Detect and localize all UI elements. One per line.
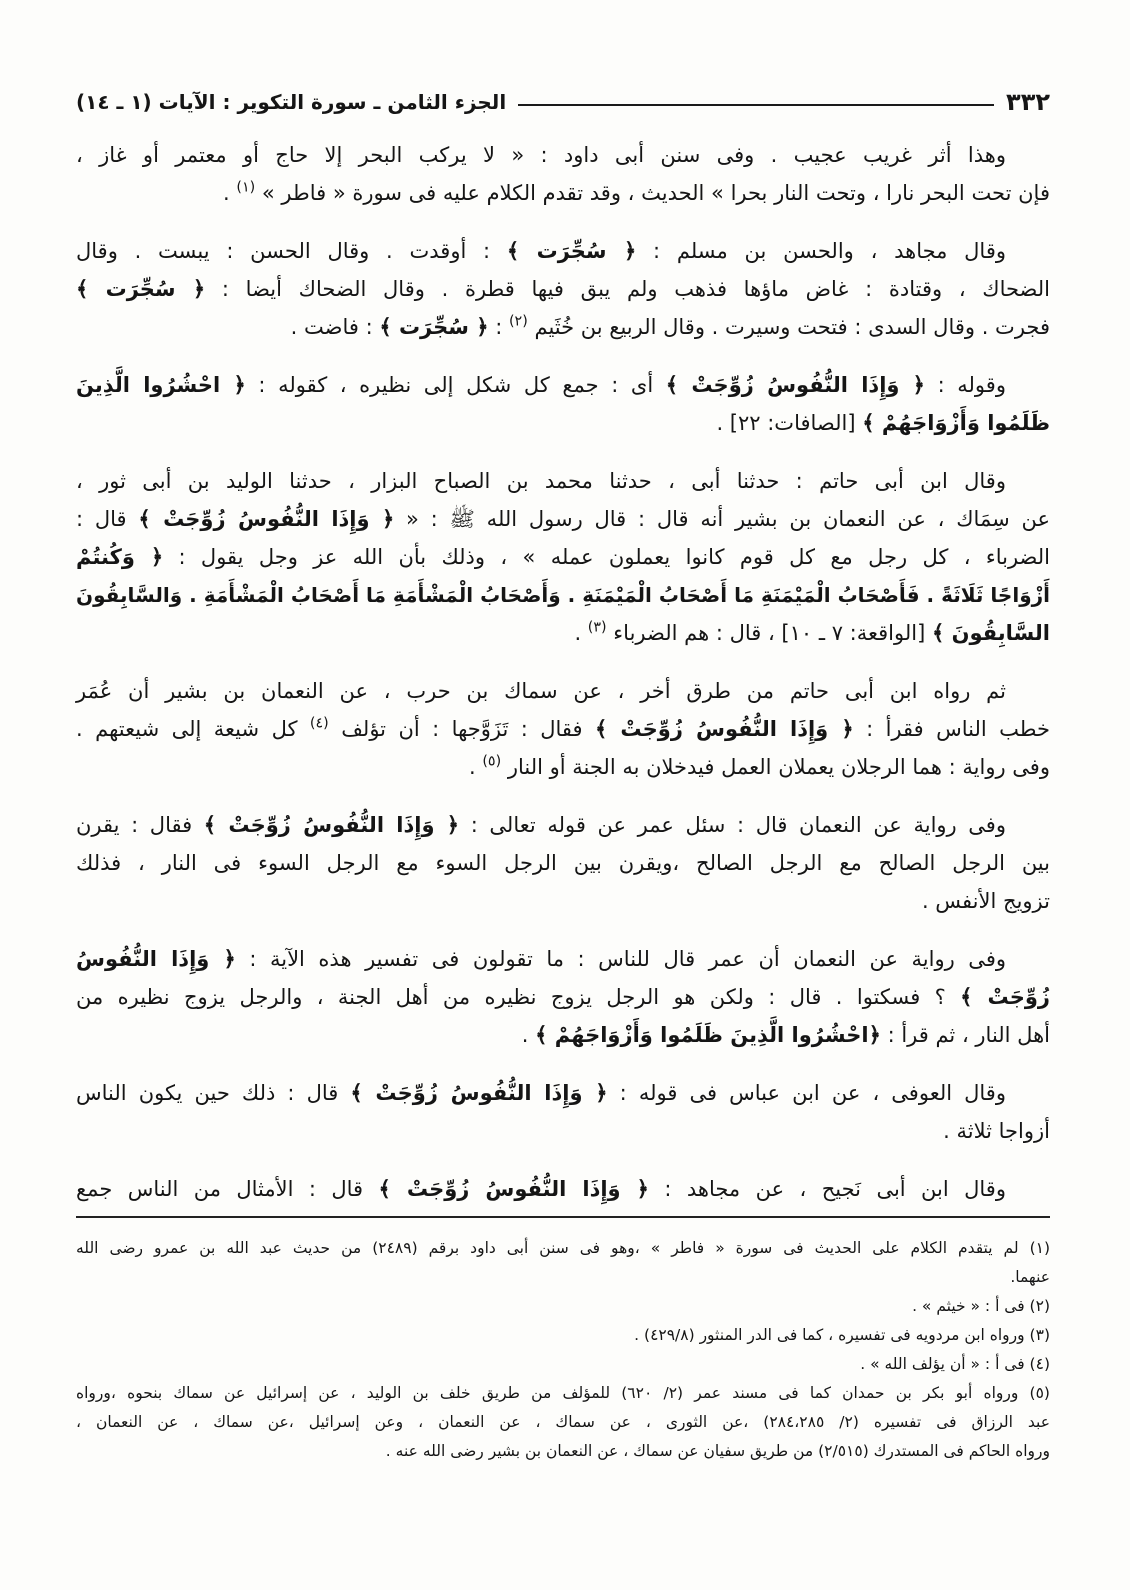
text-run: .: [521, 1023, 536, 1047]
footnote-line: عبد الرزاق فى تفسيره (٢/ ٢٨٤،٢٨٥) ،عن الثورى ، عن سماك ، عن النعمان ، وعن إسرائيل ،عن سماك ، عن النعمان ،: [76, 1413, 1050, 1431]
footnote-reference: (٤): [309, 715, 329, 732]
footnote-reference: (٢): [508, 313, 528, 330]
text-run: [الواقعة: ٧ ـ ١٠] ، قال : هم الضرباء: [606, 621, 932, 645]
text-run: الضرباء ، كل رجل مع كل قوم كانوا يعملون عمله » ، وذلك بأن الله عز وجل يقول :: [163, 545, 1050, 569]
text-line: [76, 1170, 1050, 1208]
paragraph: [76, 672, 1050, 786]
text-line: [76, 462, 1050, 500]
paragraph: [76, 366, 1050, 442]
text-run: ؟ فسكتوا . قال : ولكن هو الرجل يزوج نظيره من أهل الجنة ، والرجل يزوج نظيره من: [76, 985, 961, 1009]
footnote-line: (٢) فى أ : « خيثم » .: [912, 1297, 1050, 1315]
text-run: .: [223, 181, 237, 205]
text-run: وقال مجاهد ، والحسن بن مسلم :: [636, 239, 1007, 263]
quran-verse: ﴿ وَإِذَا النُّفُوسُ زُوِّجَتْ ﴾: [378, 1177, 649, 1201]
footnote-reference: (١): [236, 179, 256, 196]
text-line: [76, 1112, 1050, 1150]
text-line: [76, 844, 1050, 882]
quran-verse: ﴿ وَإِذَا النُّفُوسُ: [76, 947, 236, 971]
text-run: [الصافات: ٢٢] .: [716, 411, 863, 435]
paragraph: [76, 136, 1050, 212]
text-line: [76, 366, 1050, 404]
page-number: ٣٣٢: [1006, 88, 1050, 116]
footnote-line: عنهما.: [1010, 1268, 1050, 1286]
text-run: تزويج الأنفس .: [921, 889, 1050, 913]
paragraph: [76, 1170, 1050, 1208]
footnote: [76, 1350, 1050, 1379]
text-run: كل شيعة إلى شيعتهم .: [76, 717, 310, 741]
text-run: وفى رواية عن النعمان أن عمر قال للناس : ما تقولون فى تفسير هذه الآية :: [235, 947, 1006, 971]
text-run: قال : ذلك حين يكون الناس: [76, 1081, 351, 1105]
text-line: [76, 232, 1050, 270]
footnote-line: (٤) فى أ : « أن يؤلف الله » .: [860, 1355, 1050, 1373]
text-run: وقوله :: [925, 373, 1006, 397]
text-line: [76, 308, 1050, 346]
paragraph: [76, 462, 1050, 652]
text-line: [76, 748, 1050, 786]
quran-verse: ﴿ وَإِذَا النُّفُوسُ زُوِّجَتْ ﴾: [350, 1081, 608, 1105]
text-run: ثم رواه ابن أبى حاتم من طرق أخر ، عن سماك بن حرب ، عن النعمان بن بشير أن عُمَر: [76, 679, 1006, 703]
quran-verse: زُوِّجَتْ ﴾: [960, 985, 1051, 1009]
quran-verse: ﴿ وَكُنتُمْ: [76, 545, 164, 569]
quran-verse: ﴿ وَإِذَا النُّفُوسُ زُوِّجَتْ ﴾: [203, 813, 460, 837]
text-line: [76, 500, 1050, 538]
quran-verse: ﴿ احْشُرُوا الَّذِينَ: [76, 373, 246, 397]
running-title: الجزء الثامن ـ سورة التكوير : الآيات (١ ـ ١٤): [76, 90, 507, 114]
text-run: فقال : يقرن: [76, 813, 204, 837]
body-text: [76, 136, 1050, 1208]
quran-verse: ﴿ وَإِذَا النُّفُوسُ زُوِّجَتْ ﴾: [665, 373, 925, 397]
text-line: [76, 136, 1050, 174]
footnote-reference: (٣): [587, 619, 607, 636]
text-line: [76, 404, 1050, 442]
footnote-line: (٣) ورواه ابن مردويه فى تفسيره ، كما فى الدر المنثور (٤٢٩/٨) .: [634, 1326, 1050, 1344]
text-line: [76, 710, 1050, 748]
quran-verse: السَّابِقُونَ ﴾: [931, 621, 1050, 645]
quran-verse: ﴿احْشُرُوا الَّذِينَ ظَلَمُوا وَأَزْوَاجَهُمْ ﴾: [535, 1023, 881, 1047]
paragraph: [76, 806, 1050, 920]
paragraph: [76, 1074, 1050, 1150]
text-run: : فاضت .: [290, 315, 380, 339]
text-run: وقال ابن أبى حاتم : حدثنا أبى ، حدثنا محمد بن الصباح البزار ، حدثنا الوليد بن أبى ثور ،: [76, 469, 1006, 493]
text-line: [76, 538, 1050, 576]
quran-verse: ﴿ وَإِذَا النُّفُوسُ زُوِّجَتْ ﴾: [138, 507, 395, 531]
text-run: أى : جمع كل شكل إلى نظيره ، كقوله :: [245, 373, 666, 397]
text-run: فقال : تَزَوَّجها : أن تؤلف: [328, 717, 596, 741]
text-line: [76, 576, 1050, 614]
text-line: [76, 270, 1050, 308]
text-line: [76, 882, 1050, 920]
footnote-line: (٥) ورواه أبو بكر بن حمدان كما فى مسند عمر (٢/ ٦٢٠) للمؤلف من طريق خلف بن الوليد ، عن إسرائيل عن سماك بنحوه ،ورواه: [76, 1384, 1050, 1402]
quran-verse: ظَلَمُوا وَأَزْوَاجَهُمْ ﴾: [862, 411, 1050, 435]
footnote: [76, 1292, 1050, 1321]
paragraph: [76, 232, 1050, 346]
text-run: وفى رواية : هما الرجلان يعملان العمل فيدخلان به الجنة أو النار: [501, 755, 1050, 779]
footnote-separator: [76, 1216, 1050, 1218]
header-rule: [518, 104, 994, 106]
text-line: [76, 672, 1050, 710]
text-run: الضحاك ، وقتادة : غاض ماؤها فذهب ولم يبق فيها قطرة . وقال الضحاك أيضا :: [205, 277, 1050, 301]
quran-verse: ﴿ سُجِّرَت ﴾: [506, 239, 637, 263]
footnote: [76, 1379, 1050, 1466]
text-run: .: [574, 621, 588, 645]
text-run: أزواجا ثلاثة .: [943, 1119, 1050, 1143]
text-run: عن سِمَاك ، عن النعمان بن بشير أنه قال : قال رسول الله ﷺ : «: [394, 507, 1050, 531]
text-run: أهل النار ، ثم قرأ :: [880, 1023, 1050, 1047]
text-run: : أوقدت . وقال الحسن : يبست . وقال: [76, 239, 507, 263]
quran-verse: ﴿ سُجِّرَت ﴾: [379, 315, 489, 339]
footnote-line: (١) لم يتقدم الكلام على الحديث فى سورة « فاطر » ،وهو فى سنن أبى داود برقم (٢٤٨٩) من حديث عبد الله بن عمرو رضى الله: [76, 1239, 1051, 1257]
footnote-line: ورواه الحاكم فى المستدرك (٢/٥١٥) من طريق سفيان عن سماك ، عن النعمان بن بشير رضى الله عنه .: [385, 1442, 1050, 1460]
quran-verse: أَزْوَاجًا ثَلَاثَةً . فَأَصْحَابُ الْمَيْمَنَةِ مَا أَصْحَابُ الْمَيْمَنَةِ . وَأَصْحَابُ الْمَشْأَمَةِ مَا أَصْحَابُ الْمَشْأَمَةِ . وَالسَّابِقُونَ: [76, 583, 1050, 607]
text-run: :: [488, 315, 509, 339]
quran-verse: ﴿ سُجِّرَت ﴾: [76, 277, 206, 301]
text-run: خطب الناس فقرأ :: [853, 717, 1050, 741]
text-run: قال : الأمثال من الناس جمع: [76, 1177, 379, 1201]
text-line: [76, 978, 1050, 1016]
text-run: بين الرجل الصالح مع الرجل الصالح ،ويقرن بين الرجل السوء مع الرجل السوء فى النار ، فذلك: [76, 851, 1050, 875]
text-run: وفى رواية عن النعمان قال : سئل عمر عن قوله تعالى :: [459, 813, 1006, 837]
footnote: [76, 1321, 1050, 1350]
footnotes: [76, 1234, 1050, 1466]
text-line: [76, 1074, 1050, 1112]
text-line: [76, 806, 1050, 844]
paragraph: [76, 940, 1050, 1054]
text-run: فجرت . وقال السدى : فتحت وسيرت . وقال الربيع بن خُثَيم: [527, 315, 1050, 339]
text-run: فإن تحت البحر نارا ، وتحت النار بحرا » الحديث ، وقد تقدم الكلام عليه فى سورة « فاطر »: [255, 181, 1050, 205]
footnote-reference: (٥): [482, 753, 502, 770]
text-run: قال :: [76, 507, 139, 531]
quran-verse: ﴿ وَإِذَا النُّفُوسُ زُوِّجَتْ ﴾: [595, 717, 854, 741]
text-line: [76, 614, 1050, 652]
text-line: [76, 174, 1050, 212]
text-run: وقال ابن أبى نَجيح ، عن مجاهد :: [648, 1177, 1006, 1201]
text-run: وهذا أثر غريب عجيب . وفى سنن أبى داود : « لا يركب البحر إلا حاج أو معتمر أو غاز ،: [76, 143, 1006, 167]
running-header: [76, 82, 1050, 122]
footnote: [76, 1234, 1050, 1292]
text-line: [76, 940, 1050, 978]
text-run: وقال العوفى ، عن ابن عباس فى قوله :: [607, 1081, 1006, 1105]
text-line: [76, 1016, 1050, 1054]
text-run: .: [468, 755, 483, 779]
